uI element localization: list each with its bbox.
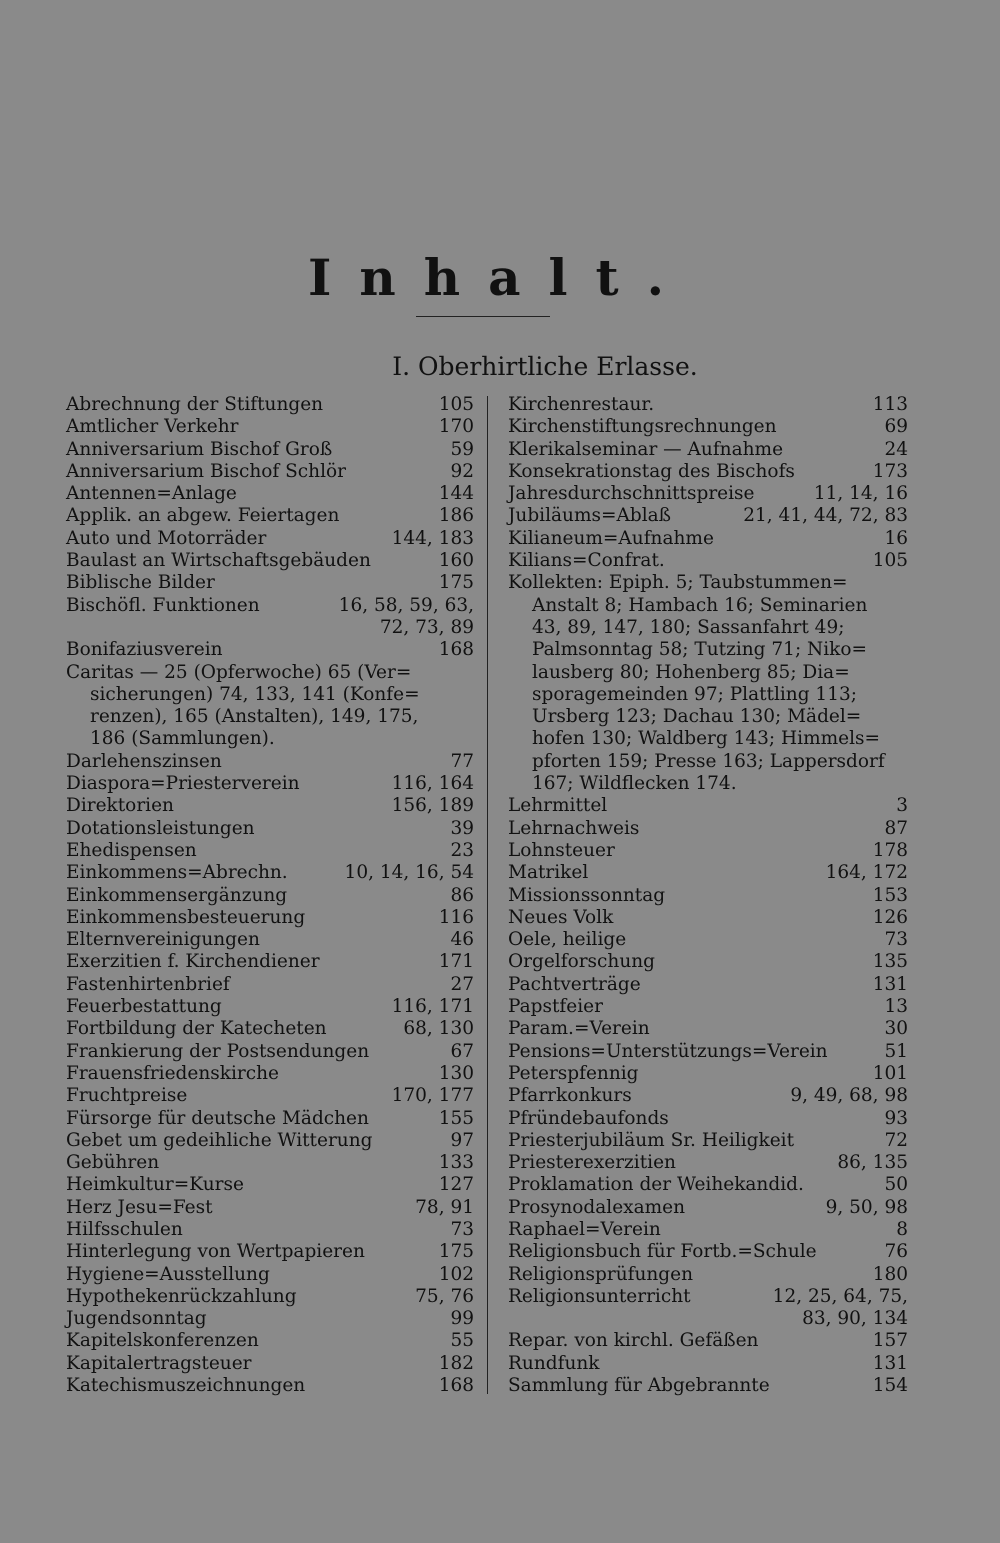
index-entry: [66, 862, 474, 884]
index-entry-pages: 77: [450, 750, 474, 772]
index-entry-pages: 92: [450, 460, 474, 482]
index-entry-label: Neues Volk: [508, 906, 614, 928]
index-entry-pages: 97: [450, 1129, 474, 1151]
index-entry-label: 43, 89, 147, 180; Sassanfahrt 49;: [532, 616, 845, 638]
index-entry-label: Jugendsonntag: [66, 1308, 207, 1330]
index-entry-pages: [468, 728, 474, 750]
index-entry: [508, 505, 908, 527]
index-entry-label: hofen 130; Waldberg 143; Himmels=: [532, 728, 881, 750]
index-entry-pages: 175: [438, 572, 474, 594]
index-entry: [508, 840, 908, 862]
index-entry-pages: 93: [884, 1107, 908, 1129]
index-entry-label: Frankierung der Postsendungen: [66, 1040, 370, 1062]
index-entry-label: Prosynodalexamen: [508, 1196, 686, 1218]
index-entry-pages: [902, 639, 908, 661]
index-entry-pages: 164, 172: [825, 862, 908, 884]
index-entry-label: Baulast an Wirtschaftsgebäuden: [66, 550, 371, 572]
index-entry-label: Elternvereinigungen: [66, 929, 260, 951]
index-entry: [508, 907, 908, 929]
index-entry-label: Fastenhirtenbrief: [66, 973, 230, 995]
index-entry-label: Kirchenrestaur.: [508, 394, 655, 415]
index-entry-label: Feuerbestattung: [66, 996, 222, 1018]
index-entry-label: Matrikel: [508, 862, 589, 884]
index-entry-pages: [902, 662, 908, 684]
index-entry-label: Gebet um gedeihliche Witterung: [66, 1129, 373, 1151]
index-entry-label: Ehedispensen: [66, 839, 197, 861]
index-entry: [508, 1197, 908, 1219]
index-entry: [508, 862, 908, 884]
index-entry-label: Dotationsleistungen: [66, 817, 255, 839]
index-entry: [66, 996, 474, 1018]
index-entry-pages: 51: [884, 1040, 908, 1062]
index-entry-pages: 99: [450, 1308, 474, 1330]
index-entry-pages: 16, 58, 59, 63,: [338, 594, 474, 616]
index-entry-label: Proklamation der Weihekandid.: [508, 1174, 804, 1196]
index-entry-pages: 83, 90, 134: [802, 1308, 908, 1330]
index-entry-pages: 154: [872, 1375, 908, 1397]
index-entry-pages: 160: [438, 550, 474, 572]
index-entry: [508, 951, 908, 973]
index-entry: [66, 617, 474, 639]
index-entry-label: 186 (Sammlungen).: [90, 728, 275, 750]
index-entry: [66, 662, 474, 684]
index-entry-pages: 12, 25, 64, 75,: [772, 1285, 908, 1307]
index-entry-pages: 105: [872, 550, 908, 572]
index-entry-label: Anniversarium Bischof Schlör: [66, 460, 346, 482]
index-entry-label: Fürsorge für deutsche Mädchen: [66, 1107, 369, 1129]
index-entry-pages: [468, 684, 474, 706]
index-entry: [508, 795, 908, 817]
index-entry: [66, 1241, 474, 1263]
index-entry-label: Pfründebaufonds: [508, 1107, 669, 1129]
index-entry: [66, 394, 474, 416]
index-entry-label: Abrechnung der Stiftungen: [66, 394, 324, 415]
index-entry-label: Anstalt 8; Hambach 16; Seminarien: [532, 594, 868, 616]
index-entry: [508, 1152, 908, 1174]
index-entry: [508, 1085, 908, 1107]
index-entry-label: Raphael=Verein: [508, 1218, 661, 1240]
index-entry-label: Orgelforschung: [508, 951, 655, 973]
index-entry-pages: 153: [872, 884, 908, 906]
index-entry: [66, 840, 474, 862]
index-entry: [66, 1219, 474, 1241]
index-entry: [508, 929, 908, 951]
index-entry-label: renzen), 165 (Anstalten), 149, 175,: [90, 706, 419, 728]
index-entry: [508, 483, 908, 505]
index-entry-label: Kilians=Confrat.: [508, 550, 665, 572]
index-entry-pages: 186: [438, 505, 474, 527]
index-entry: [508, 773, 908, 795]
index-entry-pages: 116, 171: [391, 996, 474, 1018]
index-entry-label: Peterspfennig: [508, 1062, 639, 1084]
index-entry: [66, 773, 474, 795]
index-entry-pages: 144: [438, 483, 474, 505]
index-entry: [66, 595, 474, 617]
index-entry-pages: 59: [450, 438, 474, 460]
index-entry-pages: 178: [872, 839, 908, 861]
index-entry: [508, 1286, 908, 1308]
index-entry: [66, 550, 474, 572]
index-entry-pages: 8: [896, 1218, 908, 1240]
index-entry-label: Kapitalertragsteuer: [66, 1352, 252, 1374]
index-entry: [66, 684, 474, 706]
index-entry-pages: 116: [438, 906, 474, 928]
index-entry-pages: 72: [884, 1129, 908, 1151]
index-entry-label: Ursberg 123; Dachau 130; Mädel=: [532, 706, 862, 728]
index-entry-label: Darlehenszinsen: [66, 750, 222, 772]
index-entry: [508, 617, 908, 639]
index-entry: [508, 1063, 908, 1085]
index-column-left: [66, 394, 474, 1397]
index-entry: [508, 885, 908, 907]
index-entry-label: Sammlung für Abgebrannte: [508, 1375, 770, 1397]
index-entry-pages: 73: [884, 929, 908, 951]
index-entry-label: Pensions=Unterstützungs=Verein: [508, 1040, 828, 1062]
index-entry-pages: [902, 595, 908, 617]
index-entry-label: Missionssonntag: [508, 884, 666, 906]
index-entry-pages: 9, 49, 68, 98: [790, 1085, 908, 1107]
index-entry: [508, 461, 908, 483]
index-entry-label: Frauensfriedenskirche: [66, 1062, 279, 1084]
index-entry-label: Fruchtpreise: [66, 1085, 188, 1107]
index-entry-label: Konsekrationstag des Bischofs: [508, 460, 795, 482]
index-entry-label: Religionsprüfungen: [508, 1263, 693, 1285]
index-entry-label: Biblische Bilder: [66, 572, 215, 594]
index-entry-pages: 116, 164: [391, 773, 474, 795]
index-entry-label: Amtlicher Verkehr: [66, 416, 239, 438]
index-entry-label: Hypothekenrückzahlung: [66, 1285, 297, 1307]
index-entry-label: Rundfunk: [508, 1352, 600, 1374]
index-entry-pages: 55: [450, 1330, 474, 1352]
index-entry-label: Kilianeum=Aufnahme: [508, 527, 714, 549]
index-entry-pages: 21, 41, 44, 72, 83: [743, 505, 908, 527]
index-entry: [66, 1330, 474, 1352]
index-entry-pages: 180: [872, 1263, 908, 1285]
index-entry: [66, 1041, 474, 1063]
index-entry-pages: 27: [450, 973, 474, 995]
index-entry-pages: 155: [438, 1107, 474, 1129]
index-entry-pages: 133: [438, 1152, 474, 1174]
index-entry-label: Bonifaziusverein: [66, 639, 223, 661]
index-entry-pages: 78, 91: [415, 1196, 474, 1218]
page-title: Inhalt.: [308, 248, 692, 307]
index-entry: [508, 572, 908, 594]
index-entry: [66, 1130, 474, 1152]
index-entry-label: Einkommensergänzung: [66, 884, 288, 906]
index-entry-label: Lohnsteuer: [508, 839, 615, 861]
index-entry-pages: 126: [872, 906, 908, 928]
index-entry: [66, 951, 474, 973]
index-entry-label: Hygiene=Ausstellung: [66, 1263, 270, 1285]
index-entry-label: Fortbildung der Katecheten: [66, 1018, 327, 1040]
index-entry: [66, 639, 474, 661]
index-entry: [508, 1174, 908, 1196]
index-entry-pages: 86: [450, 884, 474, 906]
index-entry-label: Priesterjubiläum Sr. Heiligkeit: [508, 1129, 795, 1151]
index-entry-label: Religionsbuch für Fortb.=Schule: [508, 1241, 817, 1263]
index-entry: [508, 1330, 908, 1352]
index-entry-label: Gebühren: [66, 1152, 160, 1174]
index-entry: [508, 1264, 908, 1286]
index-entry: [508, 550, 908, 572]
index-entry: [66, 1063, 474, 1085]
index-entry: [508, 1308, 908, 1330]
index-entry-label: Hinterlegung von Wertpapieren: [66, 1241, 365, 1263]
index-entry: [66, 1286, 474, 1308]
index-entry-pages: 101: [872, 1062, 908, 1084]
index-entry-pages: 39: [450, 817, 474, 839]
index-entry-pages: 130: [438, 1062, 474, 1084]
index-entry: [66, 1353, 474, 1375]
index-entry-pages: 168: [438, 639, 474, 661]
index-entry: [66, 885, 474, 907]
index-entry-label: Einkommens=Abrechn.: [66, 862, 288, 884]
index-entry: [66, 1308, 474, 1330]
index-entry-label: Kirchenstiftungsrechnungen: [508, 416, 777, 438]
index-entry-label: Direktorien: [66, 795, 174, 817]
index-entry-pages: 11, 14, 16: [813, 483, 908, 505]
index-entry: [508, 751, 908, 773]
index-entry-pages: [902, 751, 908, 773]
index-entry-pages: 10, 14, 16, 54: [344, 862, 474, 884]
index-entry: [508, 996, 908, 1018]
index-entry-pages: 75, 76: [415, 1285, 474, 1307]
index-entry-label: Jubiläums=Ablaß: [508, 505, 671, 527]
index-entry-pages: [902, 572, 908, 594]
index-entry-pages: 156, 189: [391, 795, 474, 817]
index-entry: [508, 818, 908, 840]
index-entry-label: pforten 159; Presse 163; Lappersdorf: [532, 750, 885, 772]
index-entry-label: Einkommensbesteuerung: [66, 906, 306, 928]
index-entry-pages: 113: [872, 394, 908, 415]
index-entry-pages: [902, 706, 908, 728]
index-entry: [66, 461, 474, 483]
index-entry-label: Katechismuszeichnungen: [66, 1375, 306, 1397]
index-entry-pages: 87: [884, 817, 908, 839]
index-entry: [66, 974, 474, 996]
index-entry-label: Applik. an abgew. Feiertagen: [66, 505, 340, 527]
index-entry-pages: 170: [438, 416, 474, 438]
index-entry-label: 167; Wildflecken 174.: [532, 773, 737, 795]
index-entry: [66, 1018, 474, 1040]
index-entry-label: Lehrnachweis: [508, 817, 640, 839]
index-entry: [66, 795, 474, 817]
title-rule: [416, 316, 550, 317]
index-entry-pages: 68, 130: [403, 1018, 474, 1040]
index-entry: [66, 728, 474, 750]
index-entry: [508, 662, 908, 684]
index-column-right: [508, 394, 908, 1397]
index-entry: [66, 1108, 474, 1130]
index-entry-pages: 182: [438, 1352, 474, 1374]
index-entry-pages: 30: [884, 1018, 908, 1040]
index-entry-label: Bischöfl. Funktionen: [66, 594, 260, 616]
index-entry-pages: 168: [438, 1375, 474, 1397]
index-entry-label: sicherungen) 74, 133, 141 (Konfe=: [90, 683, 420, 705]
index-entry-pages: 67: [450, 1040, 474, 1062]
index-entry: [508, 684, 908, 706]
index-entry: [508, 1108, 908, 1130]
index-entry-label: Hilfsschulen: [66, 1218, 183, 1240]
index-entry-pages: [468, 706, 474, 728]
index-entry: [66, 907, 474, 929]
index-entry-label: Kapitelskonferenzen: [66, 1330, 259, 1352]
index-entry: [66, 1174, 474, 1196]
index-entry: [66, 706, 474, 728]
index-entry: [508, 1219, 908, 1241]
index-entry: [508, 1241, 908, 1263]
index-entry-label: Caritas — 25 (Opferwoche) 65 (Ver=: [66, 661, 412, 683]
index-entry: [508, 1018, 908, 1040]
index-entry-label: Antennen=Anlage: [66, 483, 237, 505]
index-entry-pages: 175: [438, 1241, 474, 1263]
index-entry: [508, 706, 908, 728]
index-entry-label: Kollekten: Epiph. 5; Taubstummen=: [508, 572, 848, 594]
index-entry: [66, 1085, 474, 1107]
index-entry-pages: 50: [884, 1174, 908, 1196]
index-entry-label: Religionsunterricht: [508, 1285, 691, 1307]
index-entry-label: Pfarrkonkurs: [508, 1085, 632, 1107]
index-entry-label: Herz Jesu=Fest: [66, 1196, 213, 1218]
index-entry: [66, 439, 474, 461]
index-entry: [66, 1264, 474, 1286]
index-entry: [66, 929, 474, 951]
index-entry: [508, 394, 908, 416]
index-entry: [508, 639, 908, 661]
index-entry: [66, 818, 474, 840]
index-entry: [508, 439, 908, 461]
index-entry-pages: 135: [872, 951, 908, 973]
index-entry-pages: [902, 728, 908, 750]
index-entry: [508, 595, 908, 617]
index-entry-pages: 131: [872, 1352, 908, 1374]
index-entry-label: lausberg 80; Hohenberg 85; Dia=: [532, 661, 850, 683]
index-entry-pages: 170, 177: [391, 1085, 474, 1107]
index-entry-pages: 9, 50, 98: [825, 1196, 908, 1218]
index-entry: [508, 1353, 908, 1375]
index-entry-pages: 69: [884, 416, 908, 438]
index-entry: [66, 505, 474, 527]
section-heading: I. Oberhirtliche Erlasse.: [392, 352, 698, 381]
index-entry-label: Auto und Motorräder: [66, 527, 267, 549]
index-entry-label: Diaspora=Priesterverein: [66, 773, 300, 795]
index-entry-pages: 76: [884, 1241, 908, 1263]
index-entry-pages: 127: [438, 1174, 474, 1196]
index-entry-pages: 173: [872, 460, 908, 482]
index-entry: [508, 728, 908, 750]
column-divider: [487, 396, 488, 1394]
index-entry-label: Pachtverträge: [508, 973, 641, 995]
index-entry-label: Palmsonntag 58; Tutzing 71; Niko=: [532, 639, 868, 661]
index-entry-label: Klerikalseminar — Aufnahme: [508, 438, 784, 460]
index-entry-pages: [902, 773, 908, 795]
index-entry-label: Oele, heilige: [508, 929, 627, 951]
index-entry-pages: 86, 135: [837, 1152, 908, 1174]
index-entry-label: Param.=Verein: [508, 1018, 650, 1040]
index-entry: [66, 528, 474, 550]
index-entry-pages: 144, 183: [391, 527, 474, 549]
index-entry-pages: [902, 617, 908, 639]
index-entry: [66, 1152, 474, 1174]
index-entry-pages: 73: [450, 1218, 474, 1240]
index-entry-pages: 72, 73, 89: [379, 616, 474, 638]
index-entry-pages: 157: [872, 1330, 908, 1352]
index-entry-label: Exerzitien f. Kirchendiener: [66, 951, 320, 973]
index-entry: [508, 1375, 908, 1397]
index-entry: [508, 528, 908, 550]
index-entry-label: Lehrmittel: [508, 795, 608, 817]
index-entry: [508, 1041, 908, 1063]
index-entry: [66, 1197, 474, 1219]
index-entry-pages: 16: [884, 527, 908, 549]
index-entry: [508, 1130, 908, 1152]
index-entry-pages: [468, 662, 474, 684]
index-entry: [66, 416, 474, 438]
index-entry-pages: 3: [896, 795, 908, 817]
index-entry-label: Heimkultur=Kurse: [66, 1174, 244, 1196]
index-entry-pages: 102: [438, 1263, 474, 1285]
index-entry: [66, 751, 474, 773]
index-entry-label: sporagemeinden 97; Plattling 113;: [532, 683, 857, 705]
index-entry-pages: 24: [884, 438, 908, 460]
index-entry-pages: 13: [884, 996, 908, 1018]
index-entry-pages: 23: [450, 839, 474, 861]
index-entry: [66, 483, 474, 505]
index-entry: [508, 974, 908, 996]
index-entry-pages: 171: [438, 951, 474, 973]
index-entry: [508, 416, 908, 438]
index-entry-label: Papstfeier: [508, 996, 603, 1018]
index-entry-label: Repar. von kirchl. Gefäßen: [508, 1330, 759, 1352]
index-entry-label: Priesterexerzitien: [508, 1152, 676, 1174]
index-entry-pages: 46: [450, 929, 474, 951]
index-entry: [66, 1375, 474, 1397]
index-entry-label: Anniversarium Bischof Groß: [66, 438, 333, 460]
index-entry-pages: 131: [872, 973, 908, 995]
index-entry-pages: [902, 684, 908, 706]
index-entry-label: Jahresdurchschnittspreise: [508, 483, 755, 505]
index-entry: [66, 572, 474, 594]
index-entry-pages: 105: [438, 394, 474, 415]
